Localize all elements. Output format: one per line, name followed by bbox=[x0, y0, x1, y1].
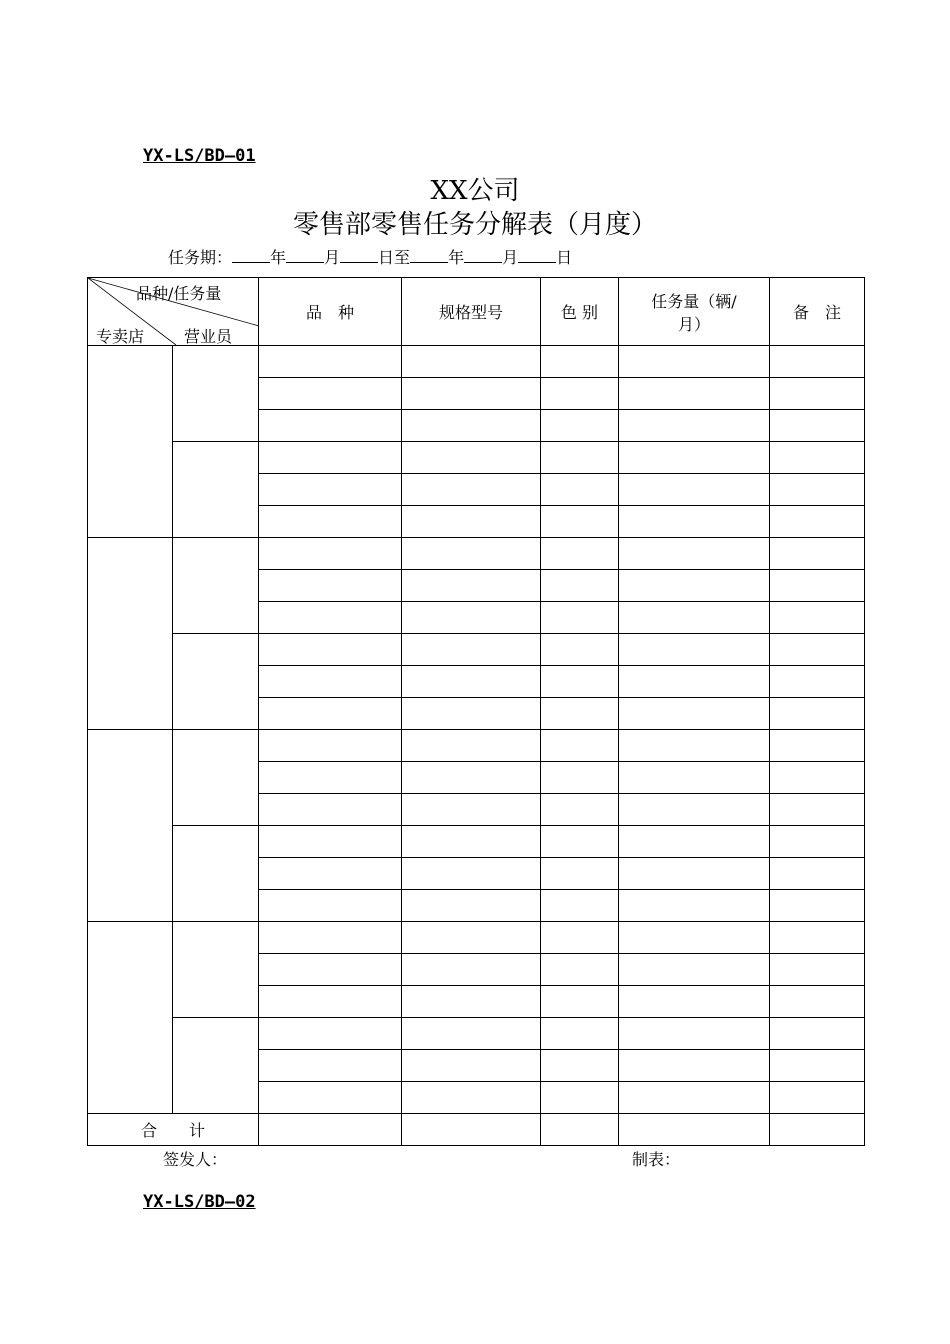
spec-cell[interactable] bbox=[402, 1018, 541, 1050]
salesperson-cell[interactable] bbox=[173, 922, 259, 1018]
color-cell[interactable] bbox=[541, 538, 619, 570]
variety-cell[interactable] bbox=[259, 346, 402, 378]
blank-day-2[interactable] bbox=[518, 247, 556, 263]
spec-cell[interactable] bbox=[402, 954, 541, 986]
note-cell[interactable] bbox=[770, 890, 865, 922]
color-cell[interactable] bbox=[541, 570, 619, 602]
qty-cell[interactable] bbox=[619, 826, 770, 858]
salesperson-cell[interactable] bbox=[173, 346, 259, 442]
note-cell[interactable] bbox=[770, 410, 865, 442]
variety-cell[interactable] bbox=[259, 474, 402, 506]
spec-cell[interactable] bbox=[402, 1082, 541, 1114]
color-cell[interactable] bbox=[541, 890, 619, 922]
note-cell[interactable] bbox=[770, 506, 865, 538]
table-row bbox=[88, 826, 865, 858]
qty-cell[interactable] bbox=[619, 410, 770, 442]
salesperson-cell[interactable] bbox=[173, 826, 259, 922]
total-color-cell[interactable] bbox=[541, 1114, 619, 1146]
salesperson-cell[interactable] bbox=[173, 730, 259, 826]
blank-year-1[interactable] bbox=[232, 247, 270, 263]
note-cell[interactable] bbox=[770, 378, 865, 410]
spec-cell[interactable] bbox=[402, 442, 541, 474]
note-cell[interactable] bbox=[770, 762, 865, 794]
qty-cell[interactable] bbox=[619, 922, 770, 954]
color-cell[interactable] bbox=[541, 826, 619, 858]
variety-cell[interactable] bbox=[259, 506, 402, 538]
color-cell[interactable] bbox=[541, 506, 619, 538]
note-cell[interactable] bbox=[770, 602, 865, 634]
color-cell[interactable] bbox=[541, 1018, 619, 1050]
color-cell[interactable] bbox=[541, 762, 619, 794]
color-cell[interactable] bbox=[541, 698, 619, 730]
spec-cell[interactable] bbox=[402, 890, 541, 922]
diagonal-header-cell bbox=[88, 278, 259, 346]
variety-cell[interactable] bbox=[259, 378, 402, 410]
note-cell[interactable] bbox=[770, 474, 865, 506]
note-cell[interactable] bbox=[770, 858, 865, 890]
task-period: 任务期： 年 月 日至 年 月 日 bbox=[168, 248, 573, 267]
note-cell[interactable] bbox=[770, 442, 865, 474]
variety-cell[interactable] bbox=[259, 730, 402, 762]
col-color: 色 别 bbox=[541, 278, 619, 346]
note-cell[interactable] bbox=[770, 794, 865, 826]
note-cell[interactable] bbox=[770, 538, 865, 570]
variety-cell[interactable] bbox=[259, 602, 402, 634]
total-label: 合 计 bbox=[88, 1114, 259, 1146]
spec-cell[interactable] bbox=[402, 346, 541, 378]
qty-cell[interactable] bbox=[619, 634, 770, 666]
color-cell[interactable] bbox=[541, 634, 619, 666]
color-cell[interactable] bbox=[541, 794, 619, 826]
store-cell[interactable] bbox=[88, 538, 173, 730]
color-cell[interactable] bbox=[541, 922, 619, 954]
variety-cell[interactable] bbox=[259, 698, 402, 730]
diag-store: 专卖店 bbox=[96, 327, 145, 346]
spec-cell[interactable] bbox=[402, 538, 541, 570]
company-name: XX公司 bbox=[430, 176, 520, 206]
variety-cell[interactable] bbox=[259, 442, 402, 474]
store-cell[interactable] bbox=[88, 346, 173, 538]
qty-cell[interactable] bbox=[619, 954, 770, 986]
spec-cell[interactable] bbox=[402, 666, 541, 698]
table-row bbox=[88, 442, 865, 474]
note-cell[interactable] bbox=[770, 666, 865, 698]
salesperson-cell[interactable] bbox=[173, 538, 259, 634]
variety-cell[interactable] bbox=[259, 794, 402, 826]
salesperson-cell[interactable] bbox=[173, 1018, 259, 1114]
page-title: 零售部零售任务分解表（月度） bbox=[292, 210, 657, 240]
qty-cell[interactable] bbox=[619, 378, 770, 410]
variety-cell[interactable] bbox=[259, 1082, 402, 1114]
variety-cell[interactable] bbox=[259, 1018, 402, 1050]
header-row bbox=[88, 278, 865, 346]
note-cell[interactable] bbox=[770, 922, 865, 954]
blank-month-1[interactable] bbox=[286, 247, 324, 263]
period-label: 任务期： bbox=[168, 248, 233, 267]
spec-cell[interactable] bbox=[402, 858, 541, 890]
variety-cell[interactable] bbox=[259, 1050, 402, 1082]
note-cell[interactable] bbox=[770, 1050, 865, 1082]
note-cell[interactable] bbox=[770, 730, 865, 762]
note-cell[interactable] bbox=[770, 954, 865, 986]
variety-cell[interactable] bbox=[259, 922, 402, 954]
table-row bbox=[88, 634, 865, 666]
blank-year-2[interactable] bbox=[410, 247, 448, 263]
qty-cell[interactable] bbox=[619, 858, 770, 890]
spec-cell[interactable] bbox=[402, 410, 541, 442]
spec-cell[interactable] bbox=[402, 506, 541, 538]
col-note: 备 注 bbox=[770, 278, 865, 346]
spec-cell[interactable] bbox=[402, 986, 541, 1018]
spec-cell[interactable] bbox=[402, 474, 541, 506]
variety-cell[interactable] bbox=[259, 570, 402, 602]
salesperson-cell[interactable] bbox=[173, 634, 259, 730]
salesperson-cell[interactable] bbox=[173, 442, 259, 538]
color-cell[interactable] bbox=[541, 1050, 619, 1082]
color-cell[interactable] bbox=[541, 602, 619, 634]
variety-cell[interactable] bbox=[259, 890, 402, 922]
store-cell[interactable] bbox=[88, 922, 173, 1114]
note-cell[interactable] bbox=[770, 986, 865, 1018]
spec-cell[interactable] bbox=[402, 730, 541, 762]
doc-code-bottom: YX-LS/BD—02 bbox=[143, 1192, 256, 1212]
table-row bbox=[88, 1018, 865, 1050]
color-cell[interactable] bbox=[541, 378, 619, 410]
total-row bbox=[88, 1114, 865, 1146]
variety-cell[interactable] bbox=[259, 762, 402, 794]
diag-variety-qty: 品种/任务量 bbox=[136, 284, 222, 303]
variety-cell[interactable] bbox=[259, 410, 402, 442]
note-cell[interactable] bbox=[770, 346, 865, 378]
spec-cell[interactable] bbox=[402, 826, 541, 858]
qty-cell[interactable] bbox=[619, 570, 770, 602]
color-cell[interactable] bbox=[541, 1082, 619, 1114]
variety-cell[interactable] bbox=[259, 666, 402, 698]
table-row bbox=[88, 922, 865, 954]
table-row bbox=[88, 730, 865, 762]
task-table bbox=[87, 277, 865, 1146]
qty-cell[interactable] bbox=[619, 794, 770, 826]
col-spec: 规格型号 bbox=[402, 278, 541, 346]
total-spec-cell[interactable] bbox=[402, 1114, 541, 1146]
note-cell[interactable] bbox=[770, 698, 865, 730]
spec-cell[interactable] bbox=[402, 378, 541, 410]
variety-cell[interactable] bbox=[259, 858, 402, 890]
col-variety: 品 种 bbox=[259, 278, 402, 346]
spec-cell[interactable] bbox=[402, 602, 541, 634]
note-cell[interactable] bbox=[770, 570, 865, 602]
color-cell[interactable] bbox=[541, 666, 619, 698]
signer-label: 签发人： bbox=[163, 1150, 228, 1169]
spec-cell[interactable] bbox=[402, 1050, 541, 1082]
spec-cell[interactable] bbox=[402, 698, 541, 730]
qty-cell[interactable] bbox=[619, 602, 770, 634]
color-cell[interactable] bbox=[541, 986, 619, 1018]
diag-salesperson: 营业员 bbox=[184, 327, 233, 346]
qty-cell[interactable] bbox=[619, 666, 770, 698]
store-cell[interactable] bbox=[88, 730, 173, 922]
variety-cell[interactable] bbox=[259, 538, 402, 570]
variety-cell[interactable] bbox=[259, 954, 402, 986]
blank-month-2[interactable] bbox=[464, 247, 502, 263]
table-row bbox=[88, 346, 865, 378]
variety-cell[interactable] bbox=[259, 826, 402, 858]
total-note-cell[interactable] bbox=[770, 1114, 865, 1146]
note-cell[interactable] bbox=[770, 634, 865, 666]
variety-cell[interactable] bbox=[259, 986, 402, 1018]
note-cell[interactable] bbox=[770, 1018, 865, 1050]
color-cell[interactable] bbox=[541, 954, 619, 986]
color-cell[interactable] bbox=[541, 730, 619, 762]
doc-code-top: YX-LS/BD—01 bbox=[143, 146, 256, 166]
qty-cell[interactable] bbox=[619, 1050, 770, 1082]
table-row bbox=[88, 538, 865, 570]
qty-cell[interactable] bbox=[619, 506, 770, 538]
col-qty: 任务量（辆/ 月） bbox=[619, 278, 770, 346]
qty-cell[interactable] bbox=[619, 1018, 770, 1050]
qty-cell[interactable] bbox=[619, 442, 770, 474]
qty-cell[interactable] bbox=[619, 890, 770, 922]
color-cell[interactable] bbox=[541, 858, 619, 890]
qty-cell[interactable] bbox=[619, 986, 770, 1018]
qty-cell[interactable] bbox=[619, 762, 770, 794]
blank-day-1[interactable] bbox=[340, 247, 378, 263]
color-cell[interactable] bbox=[541, 474, 619, 506]
total-variety-cell[interactable] bbox=[259, 1114, 402, 1146]
color-cell[interactable] bbox=[541, 410, 619, 442]
note-cell[interactable] bbox=[770, 826, 865, 858]
qty-cell[interactable] bbox=[619, 474, 770, 506]
maker-label: 制表： bbox=[632, 1150, 681, 1169]
spec-cell[interactable] bbox=[402, 922, 541, 954]
qty-cell[interactable] bbox=[619, 346, 770, 378]
total-qty-cell[interactable] bbox=[619, 1114, 770, 1146]
qty-cell[interactable] bbox=[619, 698, 770, 730]
spec-cell[interactable] bbox=[402, 634, 541, 666]
variety-cell[interactable] bbox=[259, 634, 402, 666]
qty-cell[interactable] bbox=[619, 1082, 770, 1114]
spec-cell[interactable] bbox=[402, 570, 541, 602]
color-cell[interactable] bbox=[541, 346, 619, 378]
note-cell[interactable] bbox=[770, 1082, 865, 1114]
color-cell[interactable] bbox=[541, 442, 619, 474]
qty-cell[interactable] bbox=[619, 538, 770, 570]
spec-cell[interactable] bbox=[402, 794, 541, 826]
qty-cell[interactable] bbox=[619, 730, 770, 762]
spec-cell[interactable] bbox=[402, 762, 541, 794]
